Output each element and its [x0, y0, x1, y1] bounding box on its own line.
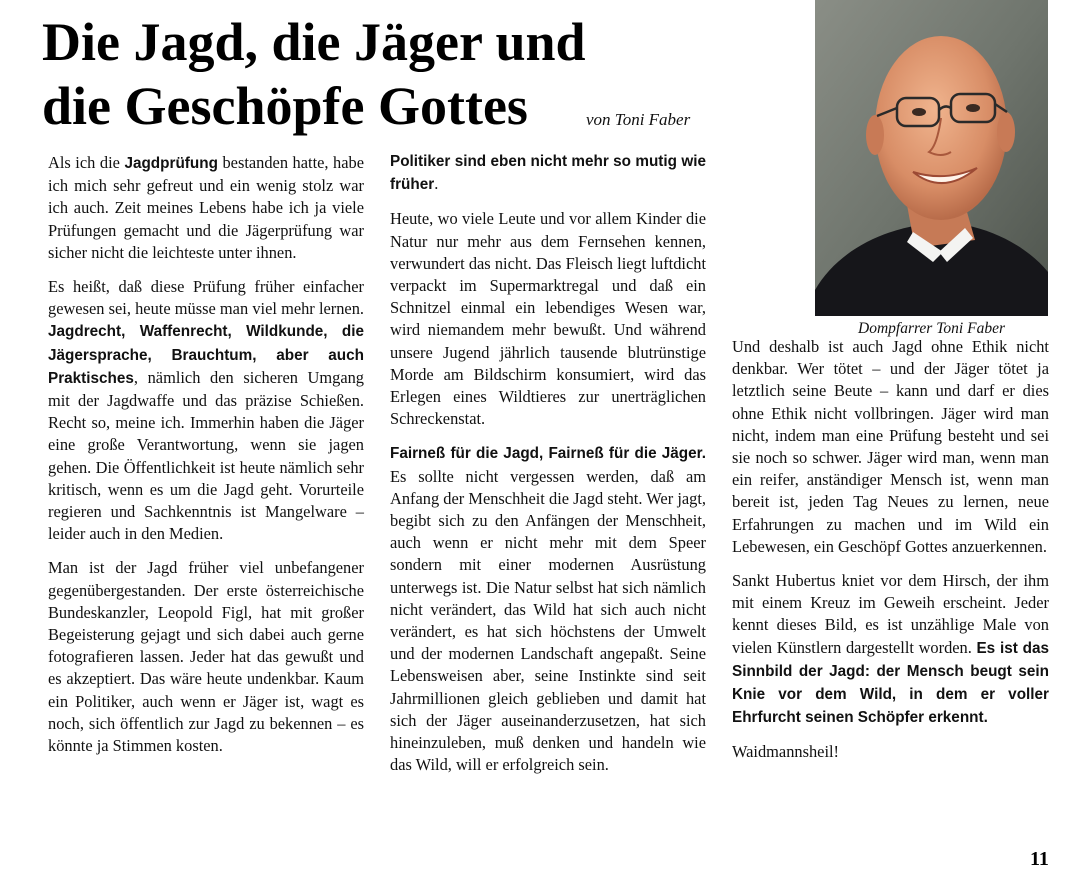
- paragraph: Und deshalb ist auch Jagd ohne Ethik nicht denkbar. Wer tötet – und der Jäger tötet ja letztlich seine Beute – kann und darf er dies ohne Ethik nicht vollbringen. Jäger wird man nicht, indem man eine Prüfung besteht und sei sie noch so schwer. Jäger wird man, wenn man ein reifer, anständiger Mensch ist, wenn man bereit ist, jeden Tag Neues zu lernen, neue Erfahrungen zu machen und im Wild ein Lebewesen, ein Geschöpf Gottes anzuerkennen.: [732, 337, 1049, 556]
- page-number: 11: [1030, 848, 1049, 870]
- article-column-3: [732, 336, 1049, 776]
- photo-caption: Dompfarrer Toni Faber: [858, 320, 1005, 337]
- paragraph: Fairneß für die Jagd, Fairneß für die Jäger. Es sollte nicht vergessen werden, daß am Anfang der Menschheit die Jagd steht. Wer jagt, begibt sich zu den Anfängen der Menschheit, auch wenn er nicht mehr mit dem Speer sondern mit einer modernen Ausrüstung unterwegs ist. Die Natur selbst hat sich nämlich nicht verändert, das Wild hat sich auch nicht verändert, es hat sich höchstens der Umwelt und der modernen Landschaft angepaßt. Seine Lebensweisen aber, seine Instinkte sind seit Jahrmillionen gleich geblieben und damit hat sich der Jäger auseinanderzusetzen, hat sich hineinzuleben, muß denken und handeln wie das Wild, will er erfolgreich sein.: [390, 445, 706, 775]
- article-column-2: [390, 150, 706, 788]
- article-column-1: [48, 152, 364, 769]
- byline: von Toni Faber: [586, 110, 691, 129]
- paragraph: Heute, wo viele Leute und vor allem Kinder die Natur nur mehr aus dem Fernsehen kennen, verwundert das nicht. Das Fleisch liegt luftdicht verpackt im Supermarktregal und daß ein Schnitzel einmal ein lebendiges Wesen war, wird niemandem mehr bewußt. Und während unsere Jugend jährlich tausende blutrünstige Morde am Bildschirm konsumiert, wird das Erlegen eines Wildtieres zur unerträglichen Schreckenstat.: [390, 209, 706, 429]
- paragraph: Als ich die Jagdprüfung bestanden hatte, habe ich mich sehr gefreut und ein wenig stolz war ich auch. Zeit meines Lebens habe ich ja viele Prüfungen gemacht und die Jägerprüfung war sicher nicht die leichteste unter ihnen.: [48, 153, 364, 262]
- title-line-1: Die Jagd, die Jäger und: [42, 12, 586, 72]
- title-line-2: die Geschöpfe Gottes: [42, 76, 528, 136]
- subheading: Politiker sind eben nicht mehr so mutig wie früher.: [390, 153, 706, 194]
- paragraph: Man ist der Jagd früher viel unbefangener gegenübergestanden. Der erste österreichische Bundeskanzler, Leopold Figl, hat mit großer Begeisterung gejagt und sich dabei auch gerne fotografieren lassen. Jeder hat das gewußt und es akzeptiert. Das wäre heute undenkbar. Kaum ein Politiker, auch wenn er Jäger ist, wagt es noch, sich öffentlich zur Jagd zu bekennen – es könnte ja Stimmen kosten.: [48, 558, 364, 756]
- portrait-photo: [815, 0, 1048, 316]
- paragraph: Sankt Hubertus kniet vor dem Hirsch, der ihm mit einem Kreuz im Geweih erscheint. Jeder kennt dieses Bild, es ist unzählige Male von vielen Künstlern dargestellt worden. Es ist das Sinnbild der Jagd: der Mensch beugt sein Knie vor dem Wild, in dem er voller Ehrfurcht seinen Schöpfer erkennt.: [732, 571, 1049, 727]
- paragraph: Es heißt, daß diese Prüfung früher einfacher gewesen sei, heute müsse man viel mehr lernen. Jagdrecht, Waffenrecht, Wildkunde, die Jägersprache, Brauchtum, aber auch Praktisches, nämlich den sicheren Umgang mit der Jagdwaffe und das präzise Schießen. Recht so, meine ich. Immerhin haben die Jäger eine große Verantwortung, wenn sie jagen gehen. Die Öffentlichkeit ist heute nämlich sehr kritisch, wenn es um die Jagd geht. Vorurteile regieren und Sachkenntnis ist Mangelware – leider auch in den Medien.: [48, 277, 364, 544]
- closing-greeting: Waidmannsheil!: [732, 742, 840, 762]
